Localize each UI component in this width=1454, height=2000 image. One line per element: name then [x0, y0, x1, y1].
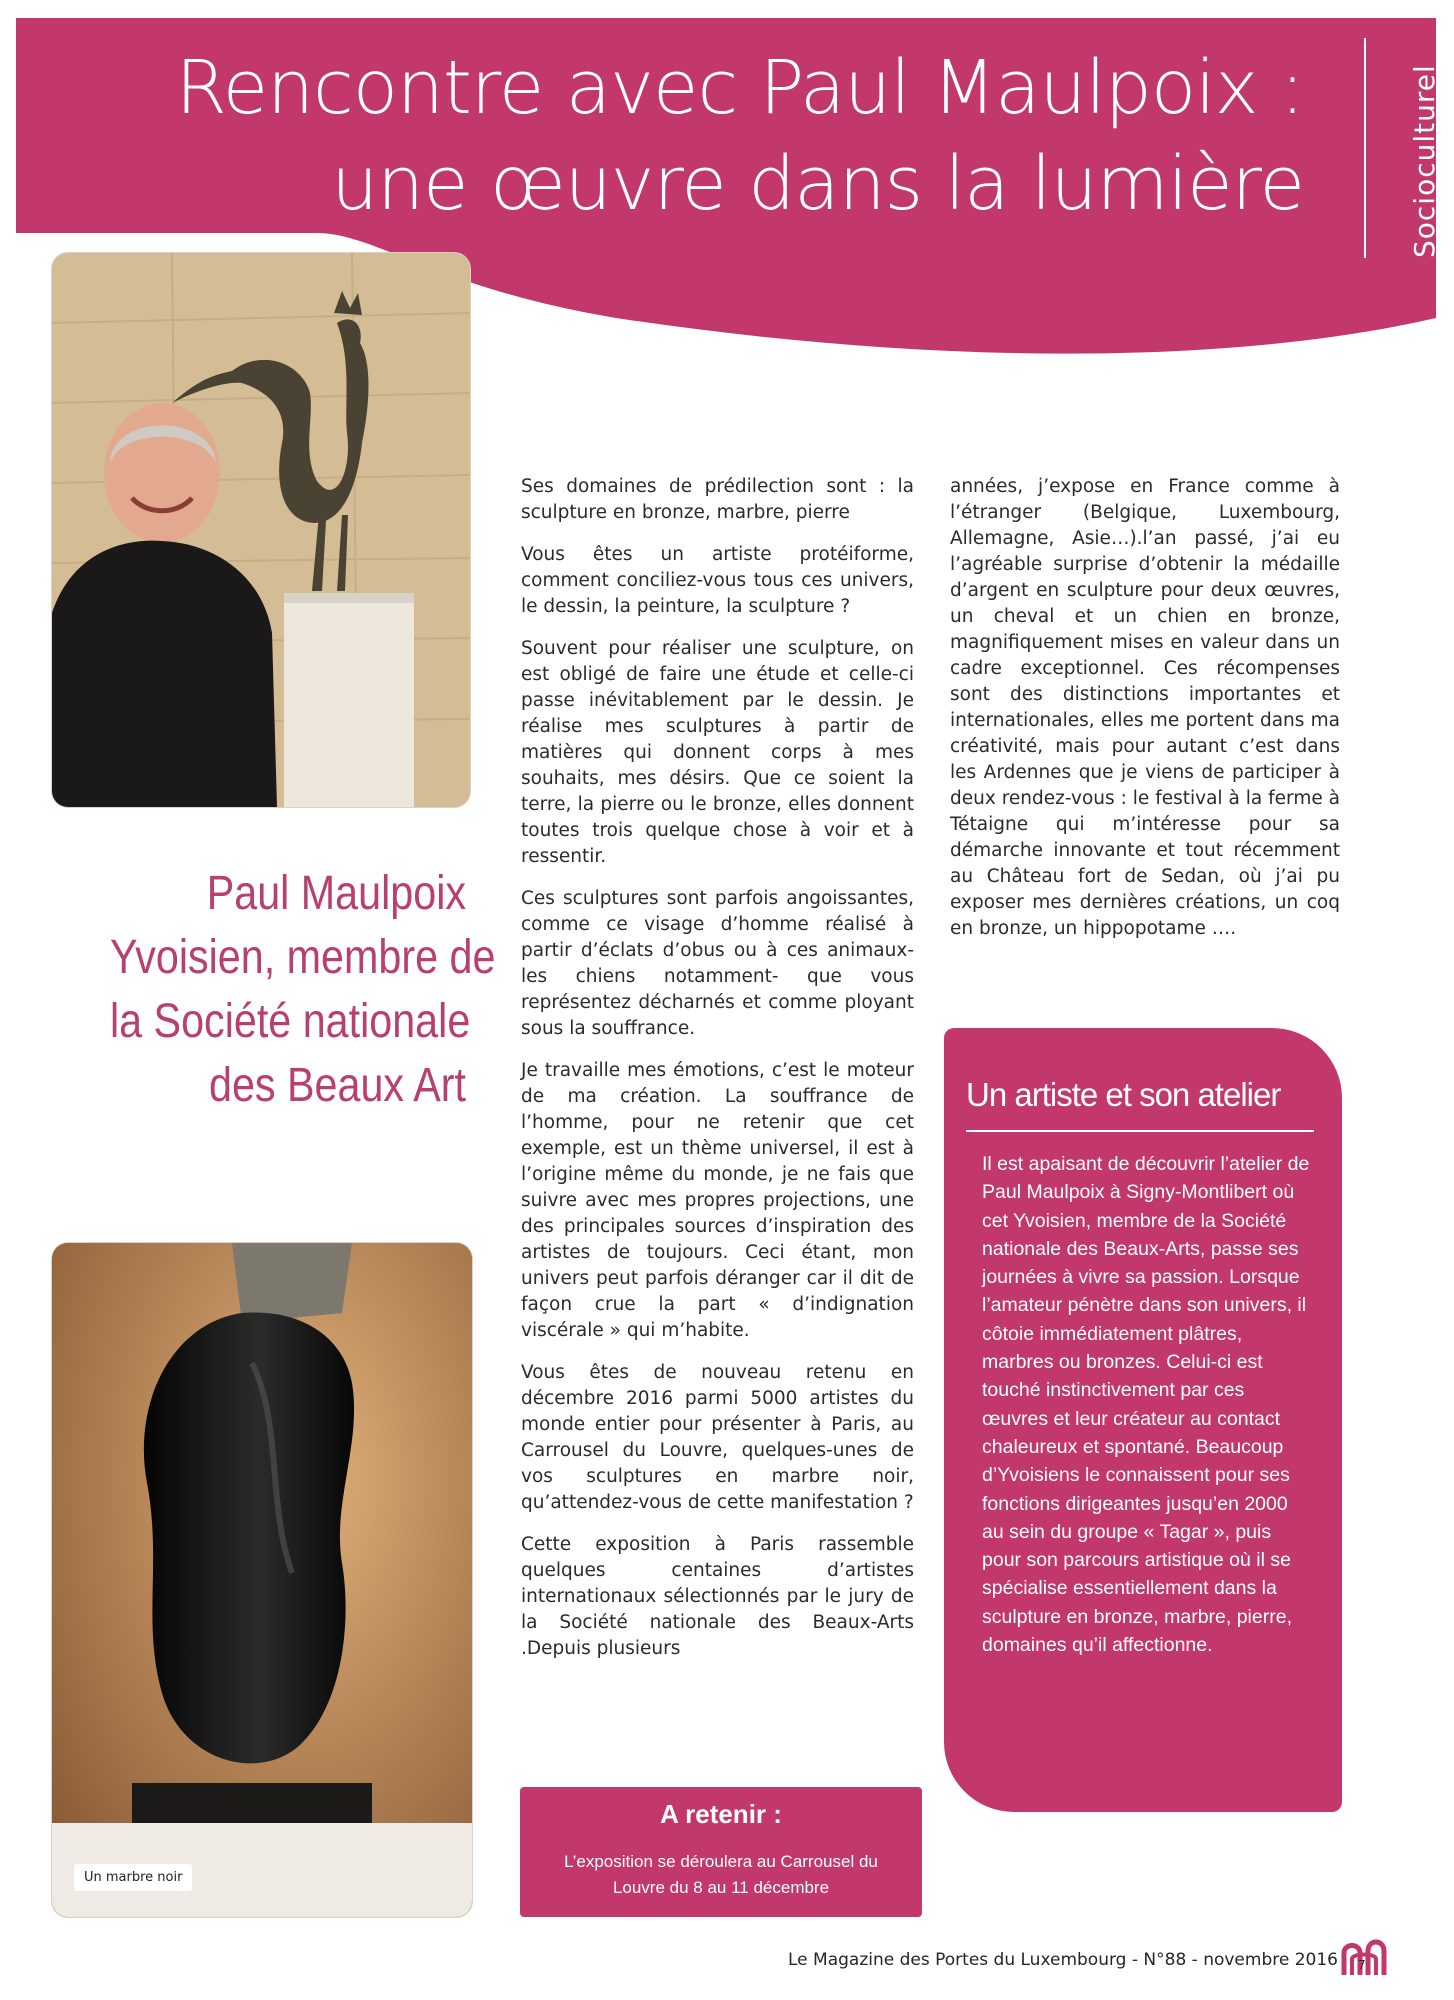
note-box-title: A retenir : — [660, 1799, 782, 1829]
page-title-line-1: Rencontre avec Paul Maulpoix : — [175, 45, 1304, 131]
sculpture-photo-illustration — [52, 1243, 472, 1917]
sidebar-box-divider — [966, 1130, 1314, 1132]
section-tag — [1364, 38, 1441, 258]
photo-caption: Un marbre noir — [74, 1864, 192, 1891]
pull-quote-line-2: Yvoisien, membre de — [109, 931, 496, 984]
page-number: 7 — [1358, 1958, 1366, 1972]
article-column-2 — [950, 474, 1340, 958]
sidebar-box-text: Il est apaisant de découvrir l’atelier de Paul Maulpoix à Signy-Montlibert où cet Yvoisien, membre de la Société nationale des Beaux-Arts, passe ses journées à vivre sa passion. Lorsque l’amateur pénètre dans son univers, il côtoie immédiatement plâtres, marbres ou bronzes. Celui-ci est touché instinctivement par ces œuvres et leur créateur au contact chaleureux et spontané. Beaucoup d’Yvoisiens le connaissent pour ses fonctions dirigeantes jusqu’en 2000 au sein du groupe « Tagar », puis pour son parcours artistique où il se spécialise essentiellement dans la sculpture en bronze, marbre, pierre, domaines qu’il affectionne. — [982, 1153, 1310, 1657]
section-tag-label: Socioculturel — [1408, 64, 1441, 258]
pull-quote-line-4: des Beaux Art — [208, 1059, 466, 1112]
note-box-text: L’exposition se déroulera au Carrousel du Louvre du 8 au 11 décembre — [564, 1852, 878, 1897]
artist-photo-illustration — [52, 253, 470, 807]
article-paragraph: Vous êtes de nouveau retenu en décembre 2016 parmi 5000 artistes du monde entier pour présenter à Paris, au Carrousel du Louvre, quelques-unes de vos sculptures en marbre noir, qu’attendez-vous de cette manifestation ? — [521, 1362, 914, 1513]
pull-quote — [109, 862, 496, 1118]
article-paragraph: années, j’expose en France comme à l’étranger (Belgique, Luxembourg, Allemagne, Asie…).l’an passé, j’ai eu l’agréable surprise d’obtenir la médaille d’argent en sculpture pour deux œuvres, un cheval et un chien en bronze, magnifiquement mises en valeur dans un cadre exceptionnel. Ces récompenses sont des distinctions importantes et internationales, elles me portent dans ma créativité, mais pour autant c’est dans les Ardennes que je viens de participer à deux rendez-vous : le festival à la ferme à Tétaigne qui m’intéresse pour sa démarche innovante et tout récemment au Château fort de Sedan, où j’ai pu exposer mes dernières créations, un coq en bronze, un hippopotame …. — [950, 476, 1340, 939]
article-paragraph: Cette exposition à Paris rassemble quelques centaines d’artistes internationaux sélectionnés par le jury de la Société nationale des Beaux-Arts .Depuis plusieurs — [521, 1534, 914, 1659]
sculpture-photo — [52, 1243, 472, 1917]
article-paragraph: Vous êtes un artiste protéiforme, comment conciliez-vous tous ces univers, le dessin, la peinture, la sculpture ? — [521, 544, 914, 617]
footer-credit: Le Magazine des Portes du Luxembourg - N°88 - novembre 2016 — [788, 1950, 1338, 1970]
magazine-logo-icon — [1338, 1935, 1398, 1979]
page-title — [54, 40, 1304, 232]
note-box — [520, 1787, 922, 1917]
artist-photo — [52, 253, 470, 807]
sidebar-box — [944, 1028, 1342, 1812]
article-paragraph: Ces sculptures sont parfois angoissantes, comme ce visage d’homme réalisé à partir d’éclats d’obus ou à ces animaux-les chiens notamment- que vous représentez décharnés et comme ployant sous la souffrance. — [521, 888, 914, 1039]
article-paragraph: Je travaille mes émotions, c’est le moteur de ma création. La souffrance de l’homme, pour ne retenir que cet exemple, est un thème universel, il est à l’origine même du monde, je ne fais que suivre avec mes propres projections, une des principales sources d’inspiration des artistes de toujours. Ceci étant, mon univers peut parfois déranger car il dit de façon crue la part « d’indignation viscérale » qui m’habite. — [521, 1060, 914, 1341]
article-paragraph: Souvent pour réaliser une sculpture, on est obligé de faire une étude et celle-ci passe inévitablement par le dessin. Je réalise mes sculptures à partir de matières qui donnent corps à mes souhaits, mes désirs. Que ce soient la terre, la pierre ou le bronze, elles donnent toutes trois quelque chose à voir et à ressentir. — [521, 638, 914, 867]
article-paragraph: Ses domaines de prédilection sont : la sculpture en bronze, marbre, pierre — [521, 476, 914, 523]
page-title-line-2: une œuvre dans la lumière — [331, 141, 1304, 227]
sidebar-box-title: Un artiste et son atelier — [966, 1076, 1281, 1113]
pull-quote-line-1: Paul Maulpoix — [206, 867, 466, 920]
pull-quote-line-3: la Société nationale — [109, 995, 471, 1048]
article-column-1 — [521, 474, 914, 1678]
section-tag-divider — [1364, 38, 1366, 258]
